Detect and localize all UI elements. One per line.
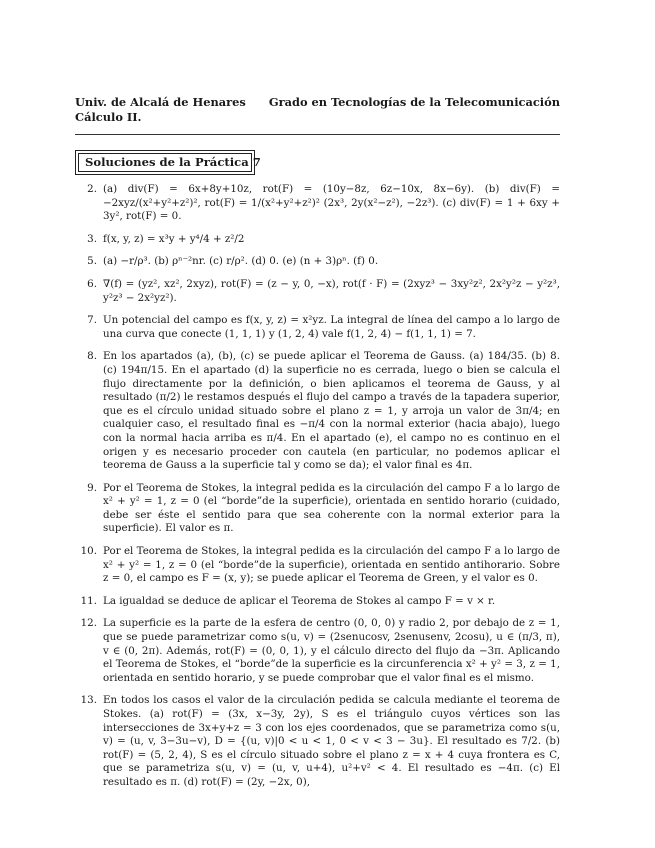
solution-text: En todos los casos el valor de la circulación pedida se calcula mediante el teorema de Stokes. (a) rot(F) = (3x, x−3y, 2y), S es el triángulo cuyos vértices son las intersecciones de 3x+y+z = 3 con los ejes coordenados, que se parametriza como s(u, v) = (u, v, 3−3u−v), D = {(u, v)|0 < u < 1, 0 < v < 3 − 3u}. El resultado es 7/2. (b) rot(F) = (5, 2, 4), S es el círculo situado sobre el plano z = x + 4 cuya frontera es C, que se parametriza s(u, v) = (u, v, u+4), u²+v² < 4. El resultado es −4π. (c) El resultado es π. (d) rot(F) = (2y, −2x, 0), xyxy=(103,694,560,788)
solution-text: La igualdad se deduce de aplicar el Teorema de Stokes al campo F = v × r. xyxy=(103,594,496,607)
solution-item xyxy=(75,278,560,305)
solution-text: Un potencial del campo es f(x, y, z) = x²yz. La integral de línea del campo a lo largo de una curva que conecte (1, 1, 1) y (1, 2, 4) vale f(1, 2, 4) − f(1, 1, 1) = 7. xyxy=(103,314,560,340)
solution-number: 6. xyxy=(87,277,97,290)
header-left xyxy=(75,95,246,125)
solution-item xyxy=(75,233,560,247)
solution-item xyxy=(75,183,560,224)
title-box xyxy=(75,150,261,175)
solution-number: 7. xyxy=(87,314,97,327)
solution-text: Por el Teorema de Stokes, la integral pedida es la circulación del campo F a lo largo de x² + y² = 1, z = 0 (el “borde”de la superficie), orientada en sentido antihorario. Sobre z = 0, el campo es F = (x, y); se puede aplicar el Teorema de Green, y el valor es 0. xyxy=(103,545,560,585)
solution-item xyxy=(75,694,560,789)
solution-number: 10. xyxy=(80,545,97,558)
solution-number: 12. xyxy=(80,617,97,630)
solution-item xyxy=(75,482,560,536)
solution-text: (a) div(F) = 6x+8y+10z, rot(F) = (10y−8z, 6z−10x, 8x−6y). (b) div(F) = −2xyz/(x²+y²+z²)², rot(F) = 1/(x²+y²+z²)² (2x³, 2y(x²−z²), −2z³). (c) div(F) = 1 + 6xy + 3y², rot(F) = 0. xyxy=(103,183,560,223)
header-rule xyxy=(75,134,560,135)
solution-item xyxy=(75,314,560,341)
solution-number: 11. xyxy=(80,594,97,607)
course-name: Cálculo II. xyxy=(75,110,142,124)
solution-text: En los apartados (a), (b), (c) se puede aplicar el Teorema de Gauss. (a) 184/35. (b) 8. (c) 194π/15. En el apartado (d) la superficie no es cerrada, luego o bien se calcula el flujo directamente por la definición, o bien aplicamos el teorema de Gauss, y al resultado (π/2) le restamos después el flujo del campo a través de la tapadera superior, que es el círculo unidad situado sobre el plano z = 1, y arroja un valor de 3π/4; en cualquier caso, el resultado final es −π/4 con la normal exterior (hacia abajo), luego con la normal hacia arriba es π/4. En el apartado (e), el campo no es continuo en el origen y es necesario proceder con cautela (en particular, no podemos aplicar el teorema de Gauss a la superficie tal y como se da); el valor final es 4π. xyxy=(103,350,560,472)
solution-number: 8. xyxy=(87,350,97,363)
solution-item xyxy=(75,595,560,609)
solution-number: 2. xyxy=(87,183,97,195)
institution-name: Univ. de Alcalá de Henares xyxy=(75,95,246,109)
solutions-list xyxy=(75,183,560,799)
solution-item xyxy=(75,350,560,472)
solution-text: Por el Teorema de Stokes, la integral pedida es la circulación del campo F a lo largo de x² + y² = 1, z = 0 (el “borde”de la superficie), orientada en sentido horario (cuidado, debe ser éste el sentido para que sea coherente con la normal exterior para la superficie). El valor es π. xyxy=(103,481,560,535)
solution-number: 9. xyxy=(87,481,97,494)
solution-item xyxy=(75,545,560,586)
page-title: Soluciones de la Práctica 7 xyxy=(78,153,252,172)
solution-text: ∇(f) = (yz², xz², 2xyz), rot(F) = (z − y, 0, −x), rot(f · F) = (2xyz³ − 3xy²z², 2x²y²z − y²z³, y²z³ − 2x²yz²). xyxy=(103,277,560,304)
solution-text: La superficie es la parte de la esfera de centro (0, 0, 0) y radio 2, por debajo de z = 1, que se puede parametrizar como s(u, v) = (2senucosv, 2senusenv, 2cosu), u ∈ (π/3, π), v ∈ (0, 2π). Además, rot(F) = (0, 0, 1), y el cálculo directo del flujo da −3π. Aplicando el Teorema de Stokes, el “borde”de la superficie es la circunferencia x² + y² = 3, z = 1, orientada en sentido horario, y se puede comprobar que el valor final es el mismo. xyxy=(103,617,560,684)
degree-name: Grado en Tecnologías de la Telecomunicación xyxy=(268,95,560,109)
solution-number: 3. xyxy=(87,232,97,245)
solution-number: 13. xyxy=(80,694,97,707)
solution-item xyxy=(75,617,560,685)
solution-text: (a) −r/ρ³. (b) ρⁿ⁻²nr. (c) r/ρ². (d) 0. (e) (n + 3)ρⁿ. (f) 0. xyxy=(103,255,379,268)
solution-number: 5. xyxy=(87,255,97,268)
solution-text: f(x, y, z) = x³y + y⁴/4 + z²/2 xyxy=(103,232,245,245)
solution-item xyxy=(75,255,560,269)
